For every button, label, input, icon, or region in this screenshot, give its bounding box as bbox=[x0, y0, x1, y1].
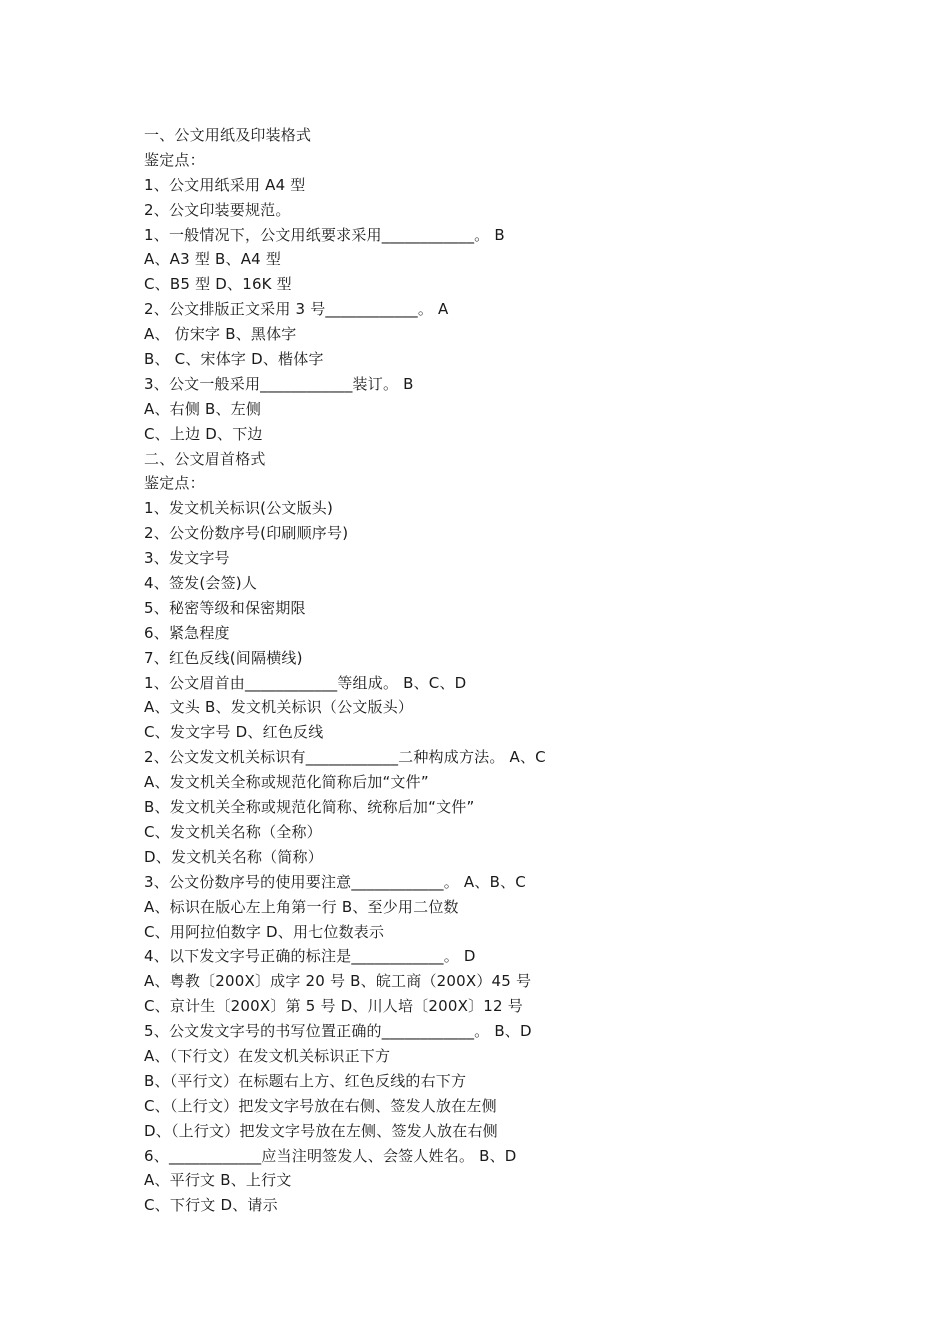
text-line: 4、签发(会签)人 bbox=[144, 574, 258, 593]
option-line: A、平行文 B、上行文 bbox=[144, 1171, 292, 1190]
text-line: 3、发文字号 bbox=[144, 549, 230, 568]
section-heading: 二、公文眉首格式 bbox=[144, 449, 266, 468]
question-line: 4、以下发文字号正确的标注是____________。 D bbox=[144, 947, 476, 966]
option-line: A、标识在版心左上角第一行 B、至少用二位数 bbox=[144, 897, 459, 916]
text-line: 鉴定点： bbox=[144, 474, 205, 493]
option-line: B、发文机关全称或规范化简称、统称后加“文件” bbox=[144, 798, 475, 817]
option-line: A、A3 型 B、A4 型 bbox=[144, 250, 282, 269]
option-line: A、发文机关全称或规范化简称后加“文件” bbox=[144, 773, 429, 792]
text-line: 鉴定点： bbox=[144, 150, 205, 169]
option-line: A、粤教〔200X〕成字 20 号 B、皖工商（200X）45 号 bbox=[144, 972, 532, 991]
question-line: 1、公文眉首由____________等组成。 B、C、D bbox=[144, 673, 467, 692]
option-line: C、下行文 D、请示 bbox=[144, 1196, 278, 1215]
option-line: D、发文机关名称（简称） bbox=[144, 847, 323, 866]
question-line: 6、____________应当注明签发人、会签人姓名。 B、D bbox=[144, 1146, 517, 1165]
text-line: 2、公文印装要规范。 bbox=[144, 200, 291, 219]
section-heading: 一、公文用纸及印装格式 bbox=[144, 126, 312, 144]
option-line: A、右侧 B、左侧 bbox=[144, 399, 262, 418]
question-line: 1、一般情况下，公文用纸要求采用____________。 B bbox=[144, 225, 505, 244]
text-line: 1、发文机关标识(公文版头) bbox=[144, 499, 334, 518]
question-line: 5、公文发文字号的书写位置正确的____________。 B、D bbox=[144, 1022, 532, 1041]
question-line: 2、公文排版正文采用 3 号____________。 A bbox=[144, 300, 449, 319]
option-line: C、B5 型 D、16K 型 bbox=[144, 275, 292, 294]
document-body bbox=[144, 123, 844, 1218]
option-line: C、（上行文）把发文字号放在右侧、签发人放在左侧 bbox=[144, 1096, 497, 1115]
option-line: B、 C、宋体字 D、楷体字 bbox=[144, 350, 324, 369]
text-line: 6、紧急程度 bbox=[144, 623, 230, 642]
text-line: 2、公文份数序号(印刷顺序号) bbox=[144, 524, 349, 543]
question-line: 2、公文发文机关标识有____________二种构成方法。 A、C bbox=[144, 748, 546, 767]
option-line: A、 仿宋字 B、黑体字 bbox=[144, 325, 297, 344]
question-line: 3、公文一般采用____________装订。 B bbox=[144, 374, 414, 393]
text-line: 5、秘密等级和保密期限 bbox=[144, 598, 306, 617]
option-line: B、（平行文）在标题右上方、红色反线的右下方 bbox=[144, 1071, 467, 1090]
option-line: C、京计生〔200X〕第 5 号 D、川人培〔200X〕12 号 bbox=[144, 997, 523, 1016]
option-line: C、用阿拉伯数字 D、用七位数表示 bbox=[144, 922, 385, 941]
option-line: C、发文机关名称（全称） bbox=[144, 822, 322, 841]
option-line: A、（下行文）在发文机关标识正下方 bbox=[144, 1046, 391, 1065]
text-line: 1、公文用纸采用 A4 型 bbox=[144, 175, 306, 194]
text-line: 7、红色反线(间隔横线) bbox=[144, 648, 303, 667]
option-line: A、文头 B、发文机关标识（公文版头） bbox=[144, 698, 414, 717]
option-line: C、发文字号 D、红色反线 bbox=[144, 723, 324, 742]
question-line: 3、公文份数序号的使用要注意____________。 A、B、C bbox=[144, 872, 526, 891]
option-line: C、上边 D、下边 bbox=[144, 424, 263, 443]
option-line: D、（上行文）把发文字号放在左侧、签发人放在右侧 bbox=[144, 1121, 498, 1140]
